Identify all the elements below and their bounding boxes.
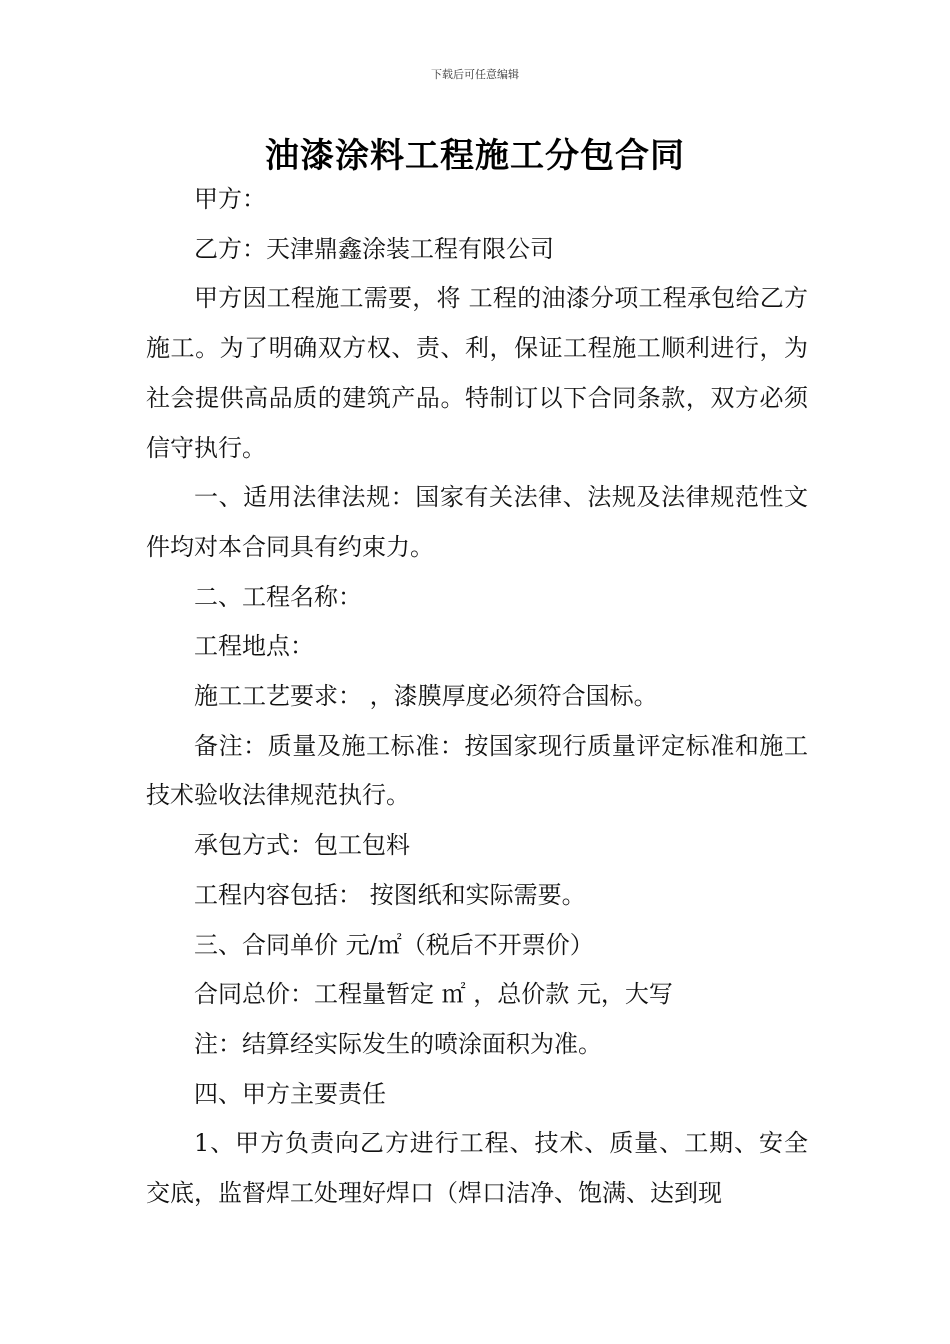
clause-unit-price: 三、合同单价 元/㎡（税后不开票价）: [194, 930, 594, 959]
header-note: 下载后可任意编辑: [431, 68, 519, 81]
preamble-paragraph: 甲方因工程施工需要，将 工程的油漆分项工程承包给乙方施工。为了明确双方权、责、利，保证工程施工顺利进行，为社会提供高品质的建筑产品。特制订以下合同条款，双方必须信守执行。: [146, 284, 808, 462]
process-requirement-line: 施工工艺要求： ，漆膜厚度必须符合国标。: [194, 682, 658, 711]
clause-project-name: 二、工程名称：: [194, 582, 362, 611]
scope-line: 工程内容包括： 按图纸和实际需要。: [194, 880, 586, 909]
clause-party-a-duties: 四、甲方主要责任: [194, 1079, 386, 1108]
settlement-note-line: 注：结算经实际发生的喷涂面积为准。: [194, 1029, 602, 1058]
party-a-duty-1: 1、甲方负责向乙方进行工程、技术、质量、工期、安全交底，监督焊工处理好焊口（焊口洁净、饱满、达到现: [146, 1129, 808, 1208]
total-price-line: 合同总价：工程量暂定 ㎡ ，总价款 元，大写: [194, 980, 673, 1009]
document-body: [146, 175, 808, 1219]
project-location-line: 工程地点：: [194, 632, 314, 661]
document-title: 油漆涂料工程施工分包合同: [265, 136, 685, 176]
clause-applicable-law: 一、适用法律法规：国家有关法律、法规及法律规范性文件均对本合同具有约束力。: [146, 483, 808, 561]
party-a-line: 甲方：: [194, 185, 266, 213]
contract-mode-line: 承包方式：包工包料: [194, 831, 410, 860]
remark-paragraph: 备注：质量及施工标准：按国家现行质量评定标准和施工技术验收法律规范执行。: [146, 731, 808, 810]
party-b-line: 乙方：天津鼎鑫涂装工程有限公司: [194, 234, 554, 263]
